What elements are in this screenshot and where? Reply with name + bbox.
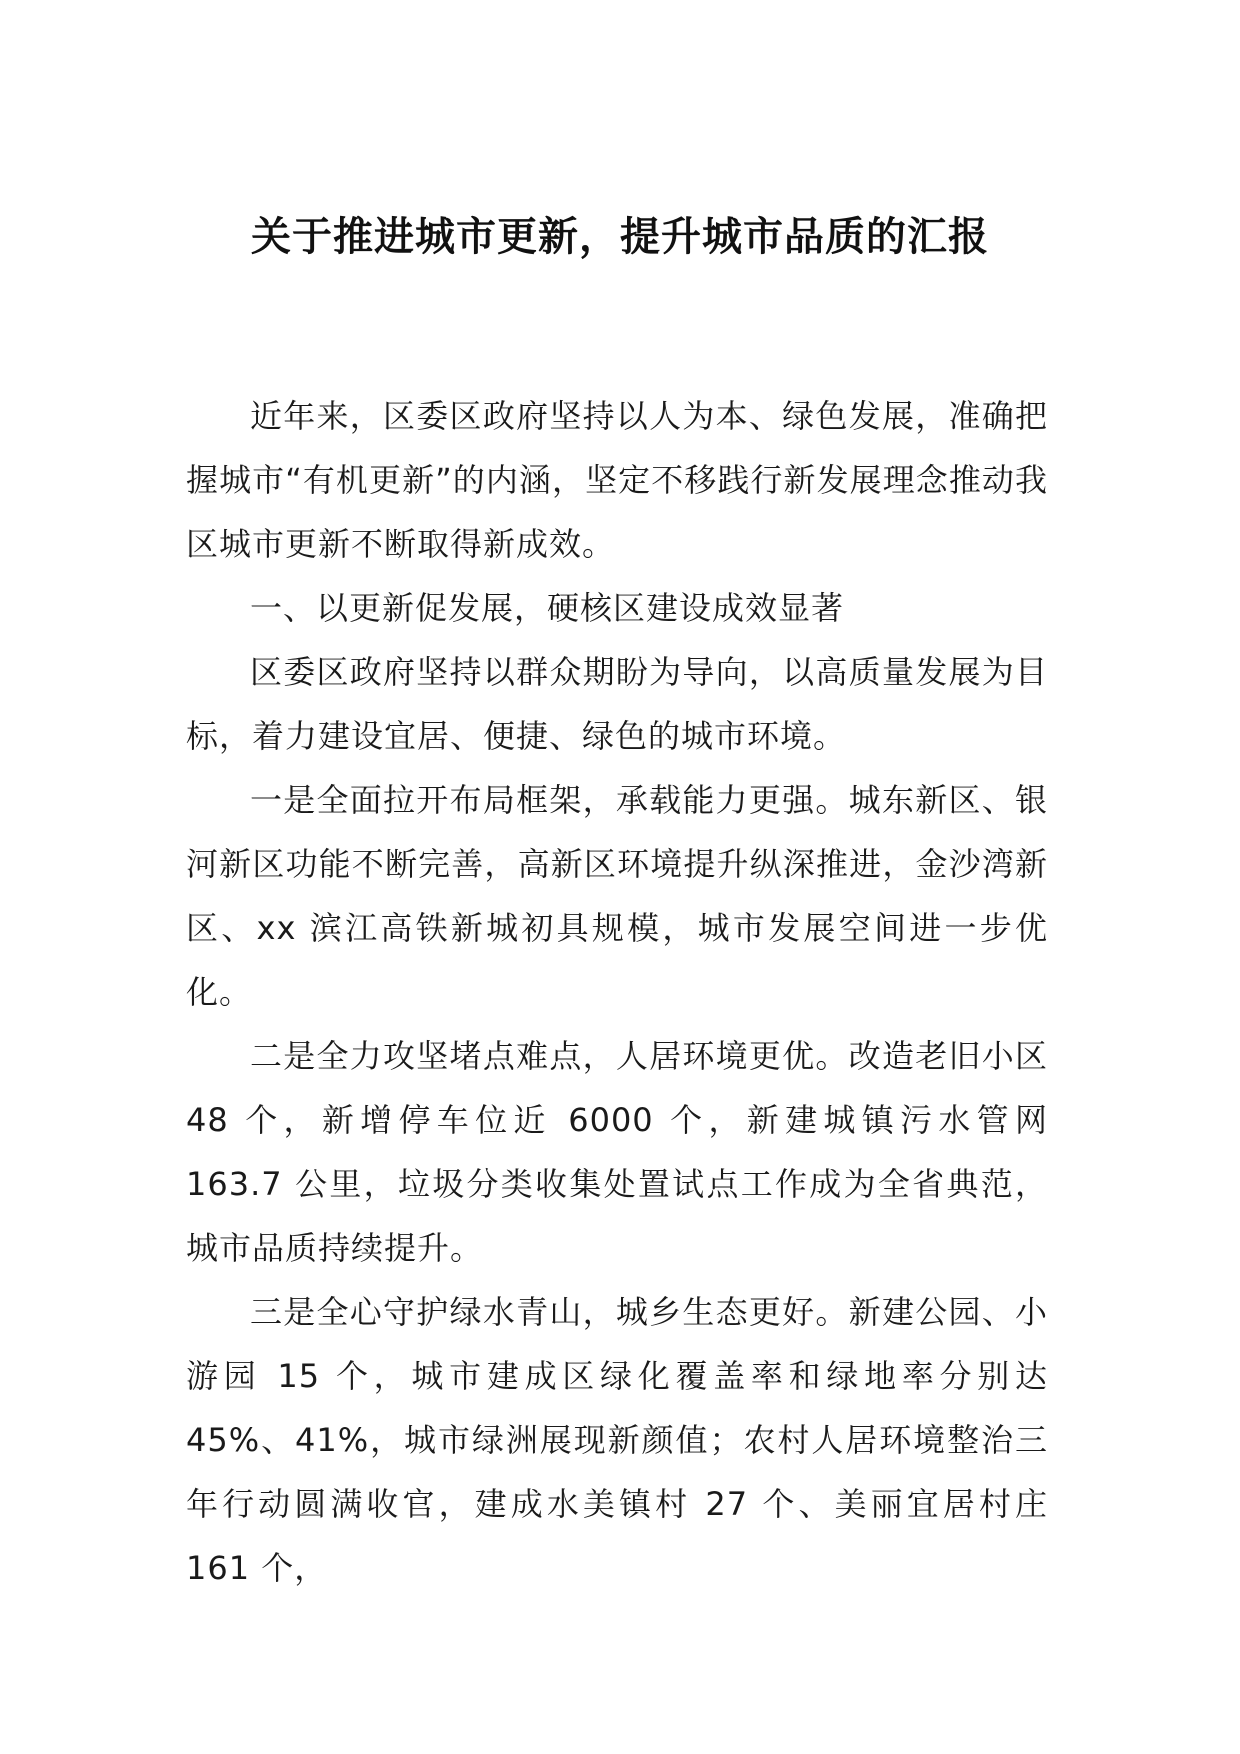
- paragraph-point-1: 一是全面拉开布局框架，承载能力更强。城东新区、银河新区功能不断完善，高新区环境提升纵深推进，金沙湾新区、xx 滨江高铁新城初具规模，城市发展空间进一步优化。: [186, 781, 1048, 1011]
- document-title: 关于推进城市更新，提升城市品质的汇报: [251, 214, 989, 260]
- document-body: [186, 384, 1048, 1600]
- paragraph-intro: 近年来，区委区政府坚持以人为本、绿色发展，准确把握城市“有机更新”的内涵，坚定不移践行新发展理念推动我区城市更新不断取得新成效。: [186, 397, 1048, 563]
- paragraph-point-2: 二是全力攻坚堵点难点，人居环境更优。改造老旧小区 48 个，新增停车位近 6000 个，新建城镇污水管网 163.7 公里，垃圾分类收集处置试点工作成为全省典范，城市品质持续提升。: [186, 1037, 1048, 1267]
- paragraph-section-1-summary: 区委区政府坚持以群众期盼为导向，以高质量发展为目标，着力建设宜居、便捷、绿色的城市环境。: [186, 653, 1048, 755]
- paragraph-point-3: 三是全心守护绿水青山，城乡生态更好。新建公园、小游园 15 个，城市建成区绿化覆盖率和绿地率分别达 45%、41%，城市绿洲展现新颜值；农村人居环境整治三年行动圆满收官，建成水美镇村 27 个、美丽宜居村庄 161 个，: [186, 1293, 1048, 1587]
- section-heading-1: 一、以更新促发展，硬核区建设成效显著: [250, 589, 845, 627]
